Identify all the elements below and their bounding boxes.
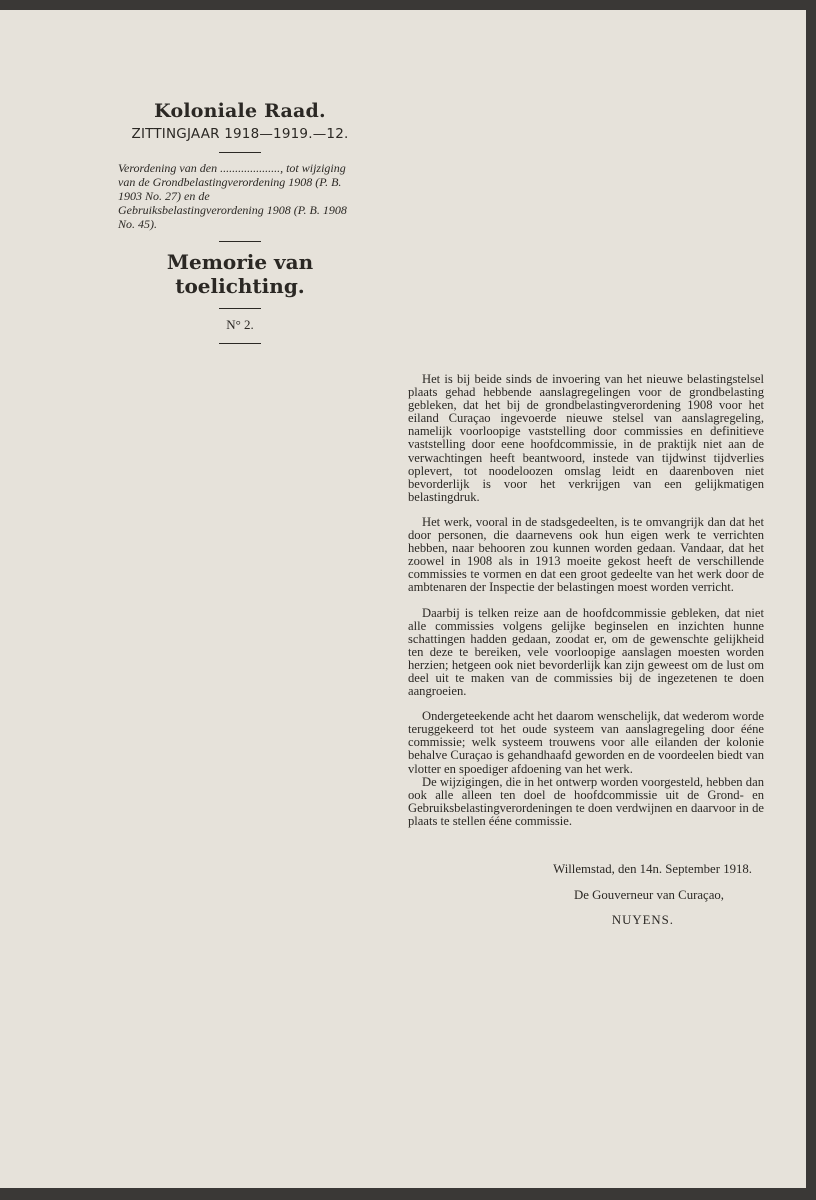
paragraph: Het is bij beide sinds de invoering van het nieuwe belastingstelsel plaats gehad hebbende aanslagregelingen voor de grondbelasting gebleken, dat het bij de grondbelastingverordening 1908 voor het eiland Curaçao ingevoerde nieuwe stelsel van aanslagregeling, namelijk voorloopige vaststelling door commissies en definitieve vaststelling door eene hoofdcommissie, in de praktijk niet aan de verwachtingen heeft beantwoord, instede van tijdwinst tijdverlies oplevert, tot noodeloozen omslag leidt en daarenboven niet bevorderlijk is voor het verkrijgen van een gelijkmatigen belastingdruk. — [408, 372, 764, 504]
paragraph: De wijzigingen, die in het ontwerp worden voorgesteld, hebben dan ook alle alleen ten doel de hoofdcommissie uit de Grond- en Gebruiksbelastingverordeningen te doen verdwijnen en daarvoor in de plaats te stellen ééne commissie. — [408, 774, 764, 828]
document-heading: Memorie van toelichting. — [166, 250, 314, 298]
place-date: Willemstad, den 14n. September 1918. — [553, 862, 752, 876]
ordinance-subject: Verordening van den ...................., tot wijziging van de Grondbelastingverordening 1908 (P. B. 1903 No. 27) en de Gebruiksbelastingverordening 1908 (P. B. 1908 No. 45). — [118, 161, 347, 231]
paragraph: Daarbij is telken reize aan de hoofdcommissie gebleken, dat niet alle commissies volgens gelijke beginselen en inzichten hunne schattingen hadden gedaan, zoodat er, om de gewenschte gelijkheid ten deze te bereiken, vele voorloopige aanslagen moesten worden herzien; hetgeen ook niet bevorderlijk kan zijn geweest om de lust om deel uit te maken van de commissies bij de ingezetenen te doen aangroeien. — [408, 605, 764, 699]
council-title: Koloniale Raad. — [154, 100, 326, 122]
paragraph: Het werk, vooral in de stadsgedeelten, is te omvangrijk dan dat het door personen, die daarnevens ook hun eigen werk te verrichten hebben, naar behooren zou kunnen worden gedaan. Vandaar, dat het zoowel in 1908 als in 1913 moeite gekost heeft de verschillende commissies te vormen en dat een groot gedeelte van het werk door de ambtenaren der Inspectie der belastingen moest worden verricht. — [408, 514, 764, 595]
divider — [219, 343, 261, 344]
divider — [219, 308, 261, 309]
document-header — [110, 100, 370, 352]
divider — [219, 152, 261, 153]
explanation-body — [408, 373, 764, 840]
paragraph: Ondergeteekende acht het daarom wenschelijk, dat wederom worde teruggekeerd tot het oude systeem van aanslagregeling door ééne commissie; welk systeem trouwens voor alle eilanden der kolonie behalve Curaçao is gehandhaafd geworden en de voordeelen biedt van vlotter en spoediger afdoening van het werk. — [408, 709, 764, 776]
divider — [219, 241, 261, 242]
session-line: ZITTINGJAAR 1918—1919.—12. — [131, 126, 349, 142]
governor-title: De Gouverneur van Curaçao, — [574, 888, 724, 902]
document-number: N° 2. — [226, 317, 254, 332]
scan-border-right — [806, 0, 816, 1200]
document-page — [0, 10, 806, 1188]
signer-name: NUYENS. — [611, 913, 674, 927]
scan-border-bottom — [0, 1188, 816, 1200]
